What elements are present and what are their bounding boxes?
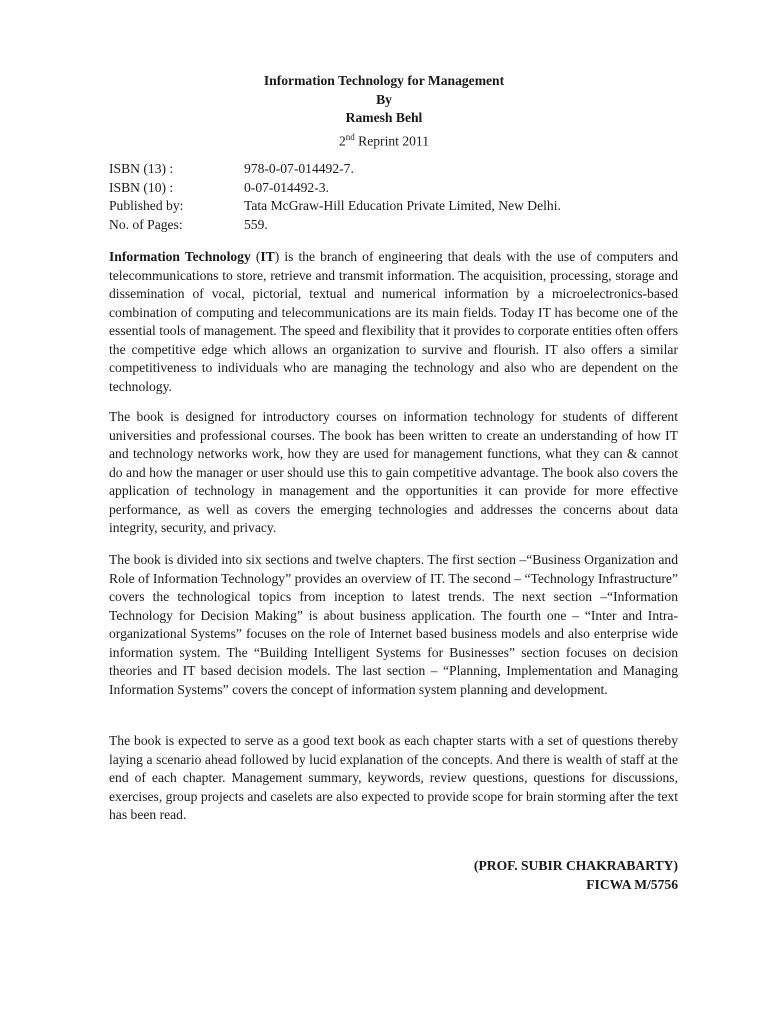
signature-name: (PROF. SUBIR CHAKRABARTY)	[473, 858, 678, 873]
meta-value: Tata McGraw-Hill Education Private Limited, New Delhi.	[244, 198, 561, 213]
by-label: By	[376, 91, 392, 107]
meta-row-isbn13	[109, 160, 561, 179]
paren-open: (	[250, 249, 261, 264]
meta-value: 559.	[244, 216, 268, 232]
author-name: Ramesh Behl	[345, 110, 423, 125]
meta-label: ISBN (10) :	[109, 179, 174, 195]
term-bold: Information Technology	[109, 249, 251, 264]
reprint-number: 2	[338, 133, 346, 149]
meta-label: Published by:	[109, 198, 184, 213]
meta-label: No. of Pages:	[109, 216, 183, 232]
paragraph-design: The book is designed for introductory courses on information technology for students of different universities and professional courses. The book has been written to create an understanding of how IT and technology networks work, how they are used for management functions, what they can & cannot do and how the manager or user should use this to gain competitive advantage. The book also covers the application of technology in management and the opportunities it can provide for more effective performance, as well as covers the emerging technologies and addresses the concerns about data integrity, security, and privacy.	[109, 409, 678, 535]
paragraph-intro-text: ) is the branch of engineering that deals with the use of computers and telecommunications to store, retrieve and transmit information. The acquisition, processing, storage and dissemination of vocal, pictorial, textual and numerical information by a microelectronics-based combination of computing and telecommunications are its main fields. Today IT has become one of the essential tools of management. The speed and flexibility that it provides to corporate entities often offers the competitive edge which allows an organization to survive and flourish. IT also offers a similar competitiveness to individuals who are managing the technology and also who are dependent on the technology.	[109, 249, 678, 394]
meta-row-pages	[109, 216, 561, 235]
meta-row-isbn10	[109, 179, 561, 198]
signature-block	[474, 856, 678, 894]
book-title: Information Technology for Management	[263, 73, 505, 88]
signature-designation: FICWA M/5756	[586, 877, 678, 892]
paragraph-intro	[109, 248, 678, 396]
meta-value: 0-07-014492-3.	[244, 179, 329, 195]
paragraph-sections: The book is divided into six sections and twelve chapters. The first section –“Business Organization and Role of Information Technology” provides an overview of IT. The second – “Technology Infrastructure” covers the technological topics from inception to latest trends. The next section –“Information Technology for Decision Making” is about business application. The fourth one – “Inter and Intra-organizational Systems” focuses on the role of Internet based business models and also enterprise wide information system. The “Building Intelligent Systems for Businesses” section focuses on decision theories and IT based decision models. The last section – “Planning, Implementation and Managing Information Systems” covers the concept of information system planning and development.	[109, 552, 678, 697]
paragraph-expectation: The book is expected to serve as a good text book as each chapter starts with a set of questions thereby laying a scenario ahead followed by lucid explanation of the concepts. And there is wealth of staff at the end of each chapter. Management summary, keywords, review questions, questions for discussions, exercises, group projects and caselets are also expected to provide scope for brain storming after the text has been read.	[109, 733, 678, 822]
title-block	[0, 72, 768, 151]
book-metadata	[109, 160, 561, 234]
meta-value: 978-0-07-014492-7.	[244, 161, 354, 176]
meta-label: ISBN (13) :	[109, 161, 174, 176]
abbr-bold: IT	[260, 249, 275, 264]
meta-row-publisher	[109, 197, 561, 216]
reprint-text: Reprint 2011	[354, 133, 430, 149]
reprint-line	[0, 128, 768, 151]
reprint-suffix: nd	[345, 131, 355, 142]
